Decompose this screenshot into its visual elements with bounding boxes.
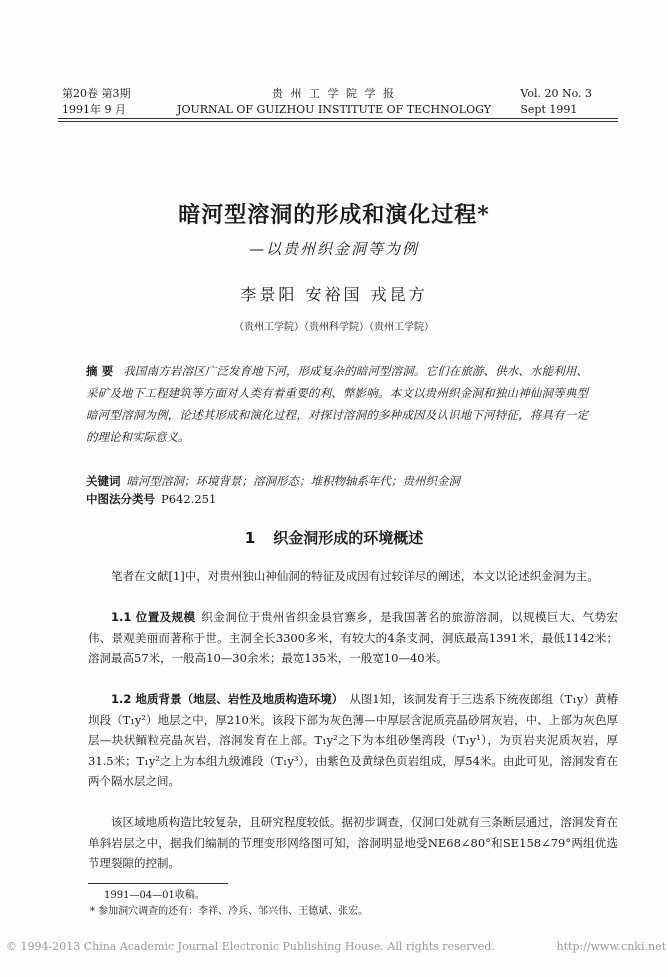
- paper-affiliations: （贵州工学院）（贵州科学院）（贵州工学院）: [234, 322, 434, 333]
- abstract: [86, 360, 588, 448]
- subsection-1-2-heading: 1.2 地质背景（地层、岩性及地质构造环境）: [111, 692, 344, 706]
- header-rule-thin: [58, 121, 618, 122]
- footer-url: http://www.cnki.net: [556, 940, 666, 953]
- keywords-label: 关键词: [86, 474, 121, 488]
- paragraph-location: [88, 607, 618, 669]
- clc-value: P642.251: [161, 492, 217, 506]
- section-heading: [0, 527, 668, 548]
- header-volume: 第20卷 第3期: [62, 87, 131, 100]
- classification: [86, 490, 216, 508]
- footnote-participants: * 参加洞穴调查的还有：李祥、冷兵、邹兴伟、王德斌、张宏。: [90, 906, 369, 917]
- abstract-label: 摘 要: [86, 364, 114, 378]
- paragraph-1-text: 笔者在文献[1]中，对贵州独山神仙洞的特征及成因有过较详尽的阐述，本文以论述织金洞为主。: [111, 569, 599, 583]
- clc-label: 中图法分类号: [86, 492, 155, 506]
- footnote-rule: [88, 883, 228, 884]
- paper-title: 暗河型溶洞的形成和演化过程*: [178, 202, 490, 228]
- header-vol-en: [520, 86, 592, 118]
- footer-copyright: © 1994-2013 China Academic Journal Electronic Publishing House. All rights reserved.: [6, 940, 495, 953]
- keywords: [86, 472, 606, 490]
- header-rule: [58, 118, 618, 119]
- page-footer: [6, 940, 666, 953]
- paper-authors: 李景阳 安裕国 戎昆方: [240, 285, 428, 304]
- paragraph-structure: [88, 812, 618, 874]
- section-number: 1: [244, 529, 256, 547]
- footnote-received: 1991—04—01收稿。: [104, 890, 205, 901]
- header-sept: Sept 1991: [520, 103, 578, 116]
- subsection-1-1-heading: 1.1 位置及规模: [111, 610, 196, 624]
- journal-name-en: JOURNAL OF GUIZHOU INSTITUTE OF TECHNOLOGY: [177, 103, 491, 116]
- paragraph-structure-text: 该区域地质构造比较复杂，且研究程度较低。据初步调查，仅洞口处就有三条断层通过，溶洞发育在单斜岩层之中，据我们编制的节理变形网络图可知，溶洞明显地受NE68∠80°和SE158∠79°两组优选节理裂隙的控制。: [88, 815, 618, 870]
- paper-subtitle: —以贵州织金洞等为例: [248, 240, 419, 258]
- paragraph-location-text: 织金洞位于贵州省织金县官寨乡，是我国著名的旅游溶洞，以规模巨大、气势宏伟、景观美丽而著称于世。主洞全长3300多米，有较大的4条支洞，洞底最高1391米，最低1142米；溶洞最高57米，一般高10—30余米；最宽135米，一般宽10—40米。: [88, 610, 618, 665]
- header-vol-number: Vol. 20 No. 3: [520, 87, 592, 100]
- keywords-text: 暗河型溶洞；环境背景；溶洞形态；堆积物轴系年代；贵州织金洞: [126, 474, 460, 488]
- journal-name-cn: 贵 州 工 学 院 学 报: [272, 87, 396, 100]
- paragraph-geology: [88, 689, 618, 792]
- header-date: 1991年 9 月: [62, 103, 126, 116]
- paragraph-1: [88, 566, 618, 587]
- section-title: 织金洞形成的环境概述: [273, 529, 424, 547]
- paragraph-geology-text: 从图1知，该洞发育于三迭系下统夜郎组（T₁y）黄椿坝段（T₁y²）地层之中，厚210米。该段下部为灰色薄—中厚层含泥质亮晶砂屑灰岩，中、上部为灰色厚层—块状鲕粒亮晶灰岩，溶洞发育在上部。T₁y²之下为本组砂堡湾段（T₁y¹），为页岩夹泥质灰岩，厚31.5米；T₁y²之上为本组九级滩段（T₁y³），由紫色及黄绿色页岩组成，厚54米。由此可见，溶洞发育在两个隔水层之间。: [88, 692, 619, 788]
- abstract-text: 我国南方岩溶区广泛发育地下河，形成复杂的暗河型溶洞。它们在旅游、供水、水能利用、采矿及地下工程建筑等方面对人类有着重要的利、弊影响。本文以贵州织金洞和独山神仙洞等典型暗河型溶洞为例，论述其形成和演化过程，对探讨溶洞的多种成因及认识地下河特征，将具有一定的理论和实际意义。: [86, 364, 588, 444]
